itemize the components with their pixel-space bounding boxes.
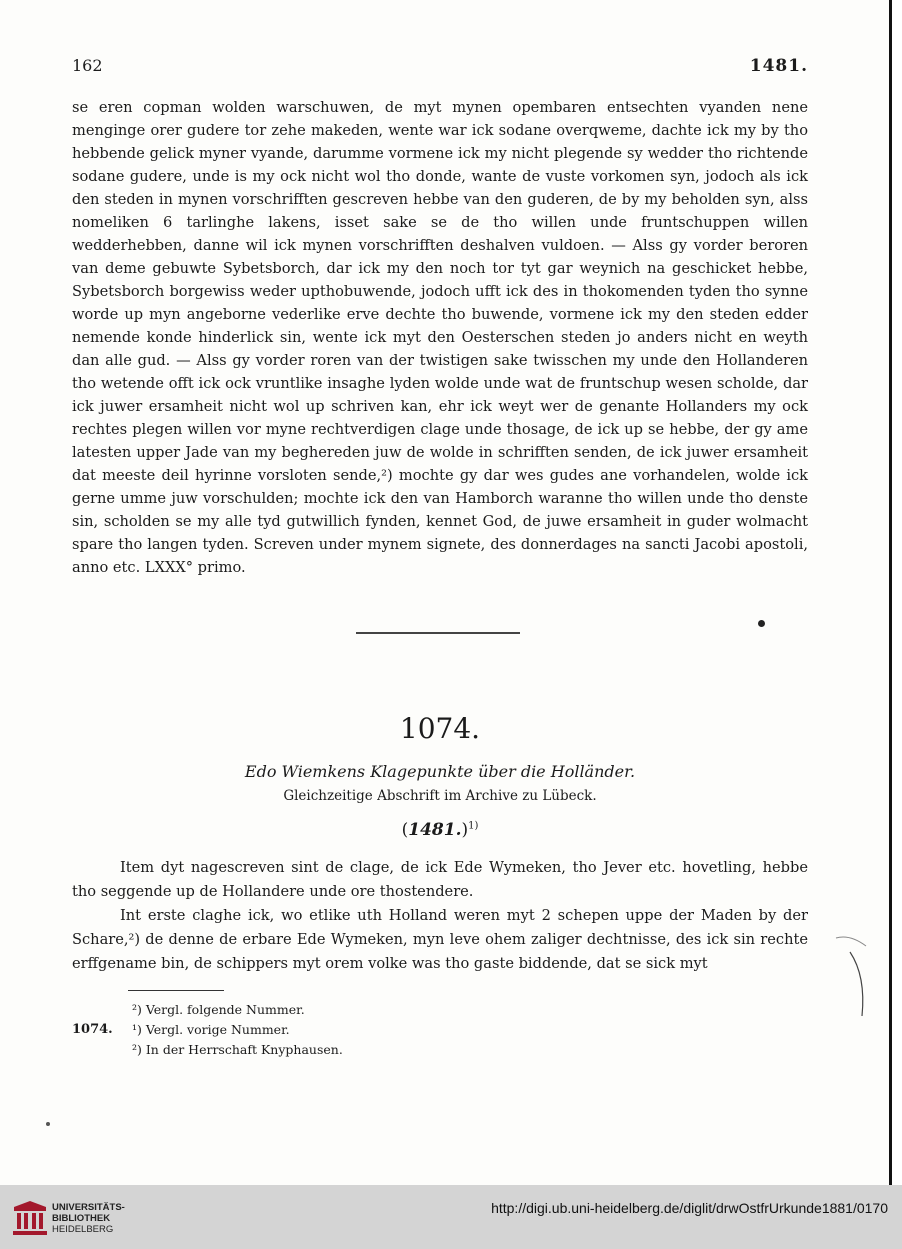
document-number: 1074. — [399, 712, 481, 745]
page-number: 162 — [72, 56, 103, 75]
ink-dot — [46, 1122, 50, 1126]
footnote-label: 1074. — [72, 1022, 113, 1037]
document-date — [0, 820, 880, 840]
permalink-url[interactable]: http://digi.ub.uni-heidelberg.de/diglit/drwOstfrUrkunde1881/0170 — [491, 1200, 888, 1216]
date-open-paren: ( — [401, 820, 409, 840]
library-line-3: HEIDELBERG — [52, 1224, 114, 1235]
continued-letter-text — [72, 96, 808, 579]
margin-pencil-mark — [832, 932, 872, 1022]
page-header — [72, 56, 808, 80]
library-name — [52, 1202, 125, 1235]
section-divider — [356, 632, 520, 634]
footnote-text: ²) Vergl. folgende Nummer. — [132, 1002, 305, 1017]
document-paragraph-1: Item dyt nagescreven sint de clage, de ick Ede Wymeken, tho Jever etc. hovetling, hebbe tho seggende up de Hollandere unde ore thostendere. — [72, 859, 808, 900]
document-paragraph-2: Int erste claghe ick, wo etlike uth Holland weren myt 2 schepen uppe der Maden by der Schare,²) de denne de erbare Ede Wymeken, myn leve ohem zaliger dechtnisse, des ick sin rechte erffgename bin, de schippers myt orem volke was tho gaste biddende, dat se sick myt — [72, 907, 808, 972]
footnote-text: ²) In der Herrschaft Knyphausen. — [132, 1042, 343, 1057]
date-year: 1481. — [408, 820, 462, 840]
footnote-text: ¹) Vergl. vorige Nummer. — [132, 1022, 290, 1037]
date-footnote-ref: 1) — [468, 820, 479, 832]
footnotes — [72, 1000, 672, 1060]
document-title: Edo Wiemkens Klagepunkte über die Holländer. — [244, 762, 636, 781]
footnote-row — [72, 1040, 672, 1060]
page-year: 1481. — [749, 56, 808, 76]
library-logo-icon — [10, 1199, 50, 1239]
footnote-row — [72, 1000, 672, 1020]
date-close-paren: ) — [461, 820, 469, 840]
library-line-1: UNIVERSITÄTS- — [52, 1202, 125, 1213]
letter-paragraph: se eren copman wolden warschuwen, de myt mynen opembaren entsechten vyanden nene menginge orer gudere tor zehe makeden, wente war ick sodane overqweme, dachte ick my by tho hebbende gelick myner vyande, darumme vormene ick my nicht plegende sy wedder tho richtende sodane gudere, unde is my ock nicht wol tho donde, wante de vuste vorkomen syn, jodoch als ick den steden in mynen vorschrifften gescreven hebbe van den guderen, de by my beholden syn, alss nomeliken 6 tarlinghe lakens, isset sake se de tho willen unde fruntschuppen willen wedderhebben, danne wil ick mynen vorschrifften deshalven vuldoen. — Alss gy vorder beroren van deme gebuwte Sybetsborch, dar ick my den noch tor tyt gar weynich na geschicket hebbe, Sybetsborch borgewiss weder upthobuwende, jodoch ufft ick des in thokomenden tyden tho synne worde up myn angeborne vederlike erve dechte tho buwende, vormene ick my den steden edder nemende konde hinderlick sin, wente ick myt den Oesterschen steden jo anders nicht en weyth dan alle gud. — Alss gy vorder roren van der twistigen sake twisschen my unde den Hollanderen tho wetende offt ick ock vruntlike insaghe lyden wolde unde wat de fruntschup wesen scholde, dar ick juwer ersamheit nicht wol up schriven kan, ehr ick weyt wer de genante Hollanders my ock rechtes plegen willen vor myne rechtverdigen clage unde thosage, de ick up se hebbe, der gy ame latesten upper Jade van my beghereden juw de wolde in schrifften senden, de ick juwer ersamheit dat meeste deil hyrinne vorsloten sende,²) mochte gy dar wes gudes ane vorhandelen, wolde ick gerne umme juw vorschulden; mochte ick den van Hamborch waranne tho willen unde tho denste sin, scholden se my alle tyd gutwillich fynden, kennet God, de juwe ersamheit in guder wolmacht spare tho langen tyden. Screven under mynem signete, des donnerdages na sancti Jacobi apostoli, anno etc. LXXX° primo. — [72, 99, 808, 576]
ink-dot — [758, 620, 765, 627]
viewer-footer — [0, 1185, 902, 1249]
document-body — [72, 856, 808, 976]
footnote-rule — [128, 990, 224, 991]
footnote-row — [72, 1020, 672, 1040]
document-source: Gleichzeitige Abschrift im Archive zu Lübeck. — [283, 788, 597, 804]
library-line-2: BIBLIOTHEK — [52, 1213, 111, 1224]
